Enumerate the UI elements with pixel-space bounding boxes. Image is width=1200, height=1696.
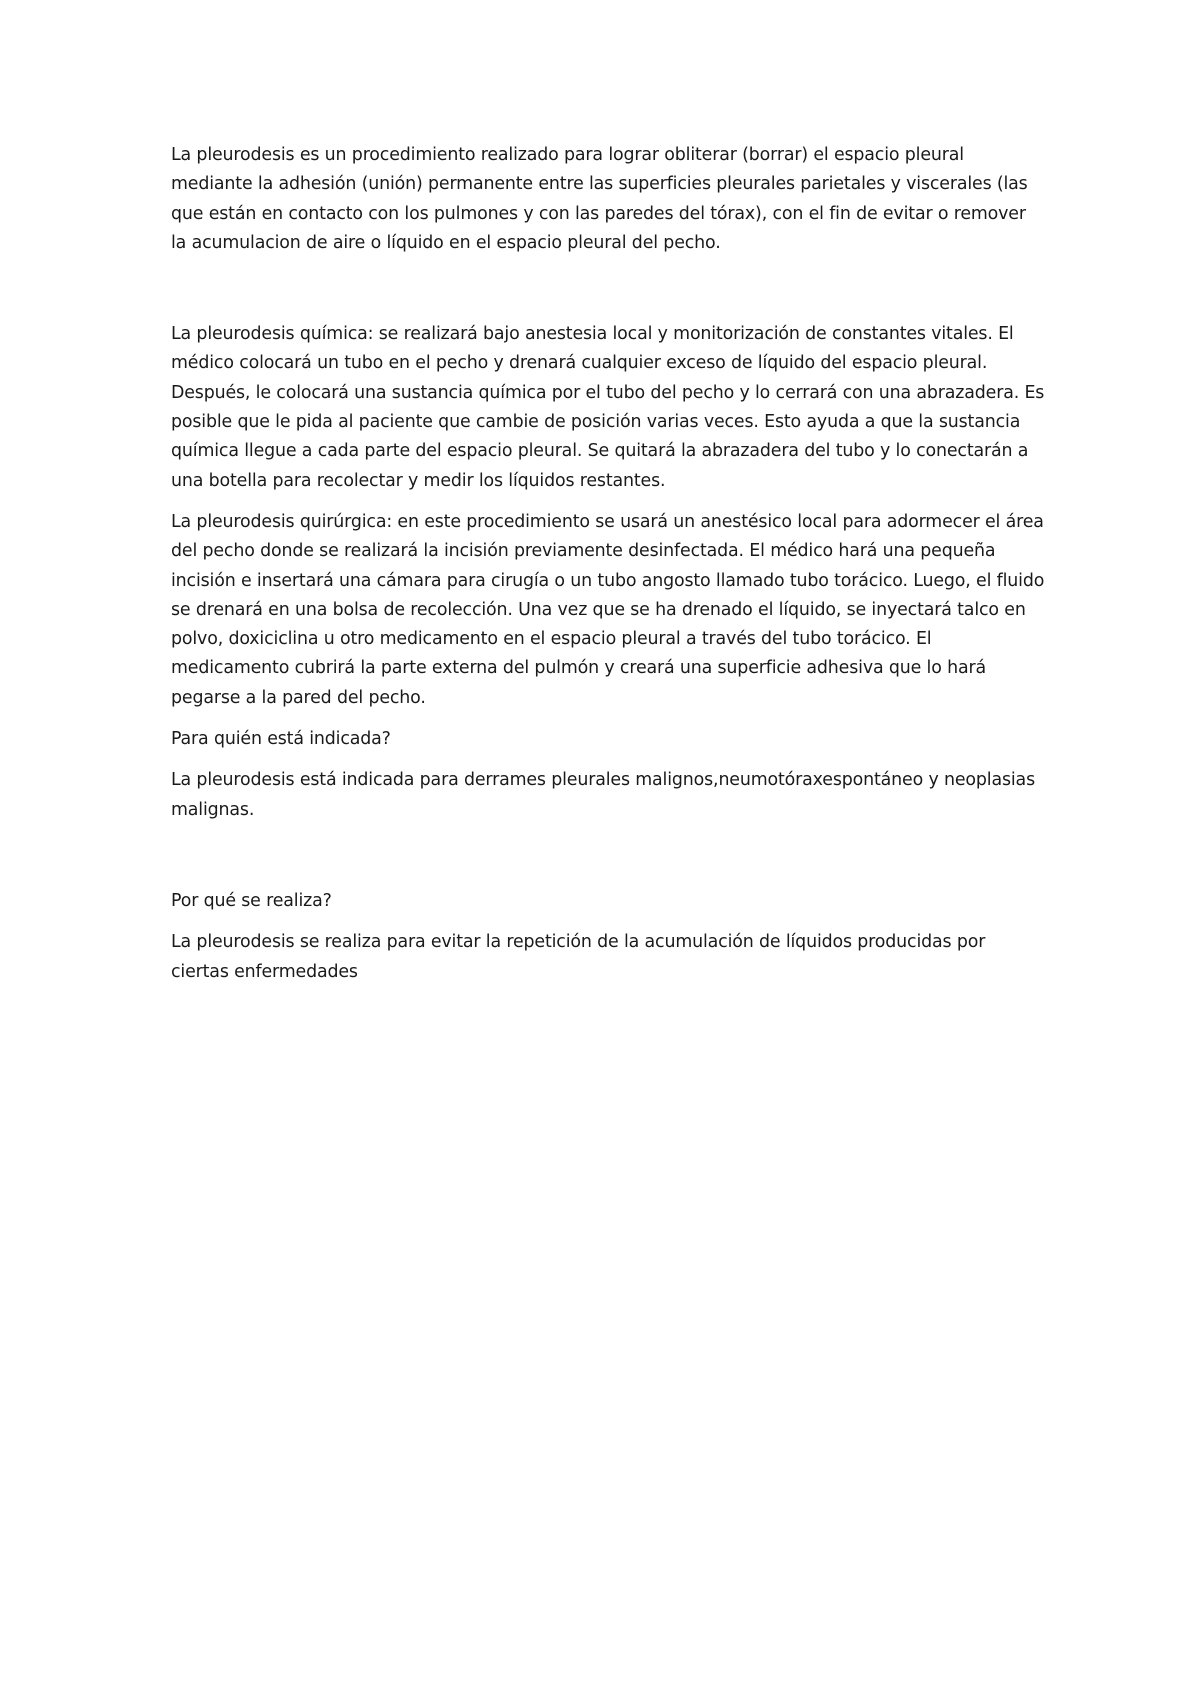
paragraph-quirurgica: La pleurodesis quirúrgica: en este procedimiento se usará un anestésico local para adormecer el área del pecho donde se realizará la incisión previamente desinfectada. El médico hará una pequeña incisión e insertará una cámara para cirugía o un tubo angosto llamado tubo torácico. Luego, el fluido se drenará en una bolsa de recolección. Una vez que se ha drenado el líquido, se inyectará talco en polvo, doxiciclina u otro medicamento en el espacio pleural a través del tubo torácico. El medicamento cubrirá la parte externa del pulmón y creará una superficie adhesiva que lo hará pegarse a la pared del pecho. (171, 511, 1045, 708)
paragraph-spacer (171, 496, 1046, 508)
paragraph-spacer (171, 258, 1046, 320)
document-body (171, 141, 1046, 987)
paragraph-spacer (171, 754, 1046, 766)
paragraph-quimica: La pleurodesis química: se realizará bajo anestesia local y monitorización de constantes vitales. El médico colocará un tubo en el pecho y drenará cualquier exceso de líquido del espacio pleural. Después, le colocará una sustancia química por el tubo del pecho y lo cerrará con una abrazadera. Es posible que le pida al paciente que cambie de posición varias veces. Esto ayuda a que la sustancia química llegue a cada parte del espacio pleural. Se quitará la abrazadera del tubo y lo conectarán a una botella para recolectar y medir los líquidos restantes. (171, 324, 1045, 491)
answer-indicada: La pleurodesis está indicada para derrames pleurales malignos,neumotóraxespontáneo y neoplasias malignas. (171, 770, 1035, 820)
paragraph-spacer (171, 713, 1046, 725)
question-indicada: Para quién está indicada? (171, 729, 391, 750)
paragraph-spacer (171, 916, 1046, 928)
paragraph-intro: La pleurodesis es un procedimiento realizado para lograr obliterar (borrar) el espacio pleural mediante la adhesión (unión) permanente entre las superficies pleurales parietales y viscerales (las que están en contacto con los pulmones y con las paredes del tórax), con el fin de evitar o remover la acumulacion de aire o líquido en el espacio pleural del pecho. (171, 145, 1028, 253)
question-realiza: Por qué se realiza? (171, 890, 332, 911)
answer-realiza: La pleurodesis se realiza para evitar la repetición de la acumulación de líquidos producidas por ciertas enfermedades (171, 932, 986, 982)
paragraph-spacer (171, 825, 1046, 887)
